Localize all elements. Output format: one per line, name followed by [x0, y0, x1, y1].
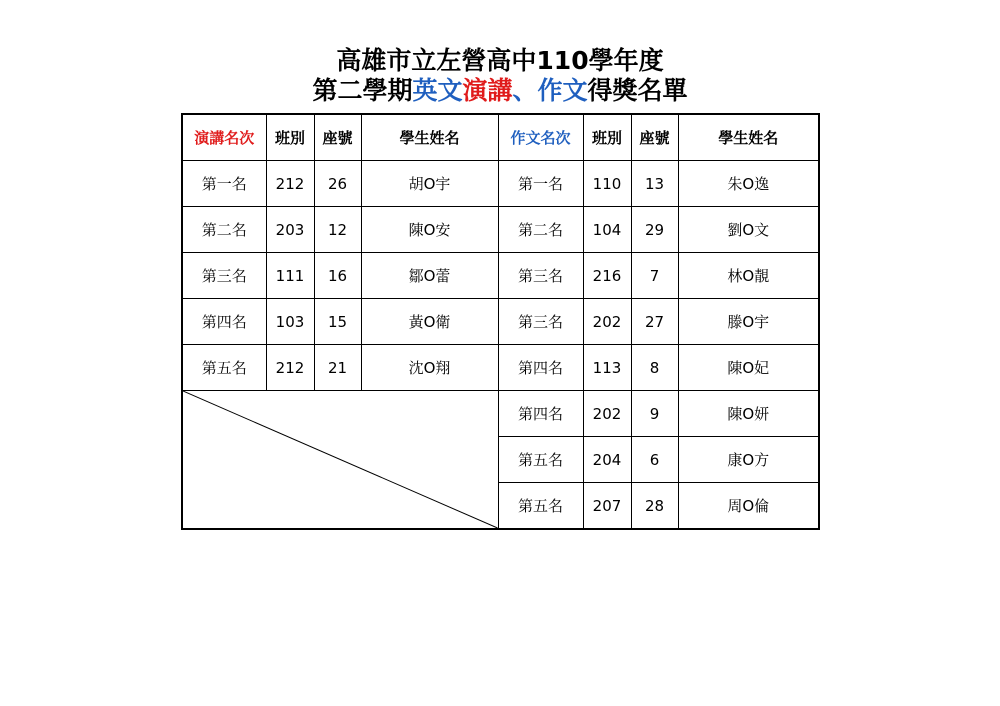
essay-class: 104	[583, 207, 631, 253]
speech-rank: 第四名	[182, 299, 266, 345]
essay-name: 周O倫	[678, 483, 819, 530]
table-row	[182, 253, 819, 299]
table-row	[182, 299, 819, 345]
essay-rank: 第四名	[498, 391, 583, 437]
essay-rank: 第三名	[498, 299, 583, 345]
header-essay-name: 學生姓名	[678, 114, 819, 161]
document-subtitle	[0, 76, 1000, 106]
speech-name: 黃O衛	[361, 299, 498, 345]
essay-seat: 8	[631, 345, 678, 391]
speech-rank: 第二名	[182, 207, 266, 253]
essay-seat: 13	[631, 161, 678, 207]
table-row	[182, 391, 819, 437]
header-speech-name: 學生姓名	[361, 114, 498, 161]
essay-rank: 第五名	[498, 483, 583, 530]
diagonal-line	[183, 391, 498, 528]
empty-diagonal-cell	[182, 391, 498, 530]
essay-class: 204	[583, 437, 631, 483]
awards-table	[181, 113, 820, 530]
essay-name: 林O靚	[678, 253, 819, 299]
essay-class: 216	[583, 253, 631, 299]
speech-seat: 15	[314, 299, 361, 345]
document-title: 高雄市立左營高中110學年度	[336, 46, 664, 75]
speech-class: 212	[266, 345, 314, 391]
speech-rank: 第一名	[182, 161, 266, 207]
essay-name: 康O方	[678, 437, 819, 483]
essay-seat: 6	[631, 437, 678, 483]
subtitle-awards-list: 得獎名單	[587, 76, 688, 105]
essay-seat: 29	[631, 207, 678, 253]
header-essay-seat: 座號	[631, 114, 678, 161]
essay-name: 劉O文	[678, 207, 819, 253]
essay-class: 207	[583, 483, 631, 530]
speech-seat: 21	[314, 345, 361, 391]
speech-name: 胡O宇	[361, 161, 498, 207]
essay-rank: 第三名	[498, 253, 583, 299]
essay-rank: 第四名	[498, 345, 583, 391]
essay-rank: 第一名	[498, 161, 583, 207]
speech-seat: 16	[314, 253, 361, 299]
essay-name: 陳O妍	[678, 391, 819, 437]
header-essay-rank: 作文名次	[498, 114, 583, 161]
essay-name: 朱O逸	[678, 161, 819, 207]
essay-class: 113	[583, 345, 631, 391]
speech-class: 212	[266, 161, 314, 207]
speech-name: 沈O翔	[361, 345, 498, 391]
speech-class: 103	[266, 299, 314, 345]
speech-name: 鄒O蕾	[361, 253, 498, 299]
essay-class: 202	[583, 391, 631, 437]
speech-rank: 第五名	[182, 345, 266, 391]
header-speech-class: 班別	[266, 114, 314, 161]
essay-class: 202	[583, 299, 631, 345]
subtitle-separator: 、	[512, 76, 538, 105]
header-essay-class: 班別	[583, 114, 631, 161]
essay-name: 陳O妃	[678, 345, 819, 391]
essay-seat: 9	[631, 391, 678, 437]
essay-rank: 第五名	[498, 437, 583, 483]
essay-class: 110	[583, 161, 631, 207]
essay-rank: 第二名	[498, 207, 583, 253]
header-speech-seat: 座號	[314, 114, 361, 161]
subtitle-speech: 演講	[462, 76, 513, 105]
subtitle-english: 英文	[412, 76, 463, 105]
table-row	[182, 207, 819, 253]
table-row	[182, 161, 819, 207]
speech-seat: 12	[314, 207, 361, 253]
essay-seat: 28	[631, 483, 678, 530]
essay-seat: 7	[631, 253, 678, 299]
speech-rank: 第三名	[182, 253, 266, 299]
header-speech-rank: 演講名次	[182, 114, 266, 161]
speech-class: 203	[266, 207, 314, 253]
essay-name: 滕O宇	[678, 299, 819, 345]
essay-seat: 27	[631, 299, 678, 345]
subtitle-semester: 第二學期	[312, 76, 413, 105]
subtitle-essay: 作文	[537, 76, 588, 105]
speech-name: 陳O安	[361, 207, 498, 253]
speech-seat: 26	[314, 161, 361, 207]
table-row	[182, 345, 819, 391]
header-row	[182, 114, 819, 161]
speech-class: 111	[266, 253, 314, 299]
